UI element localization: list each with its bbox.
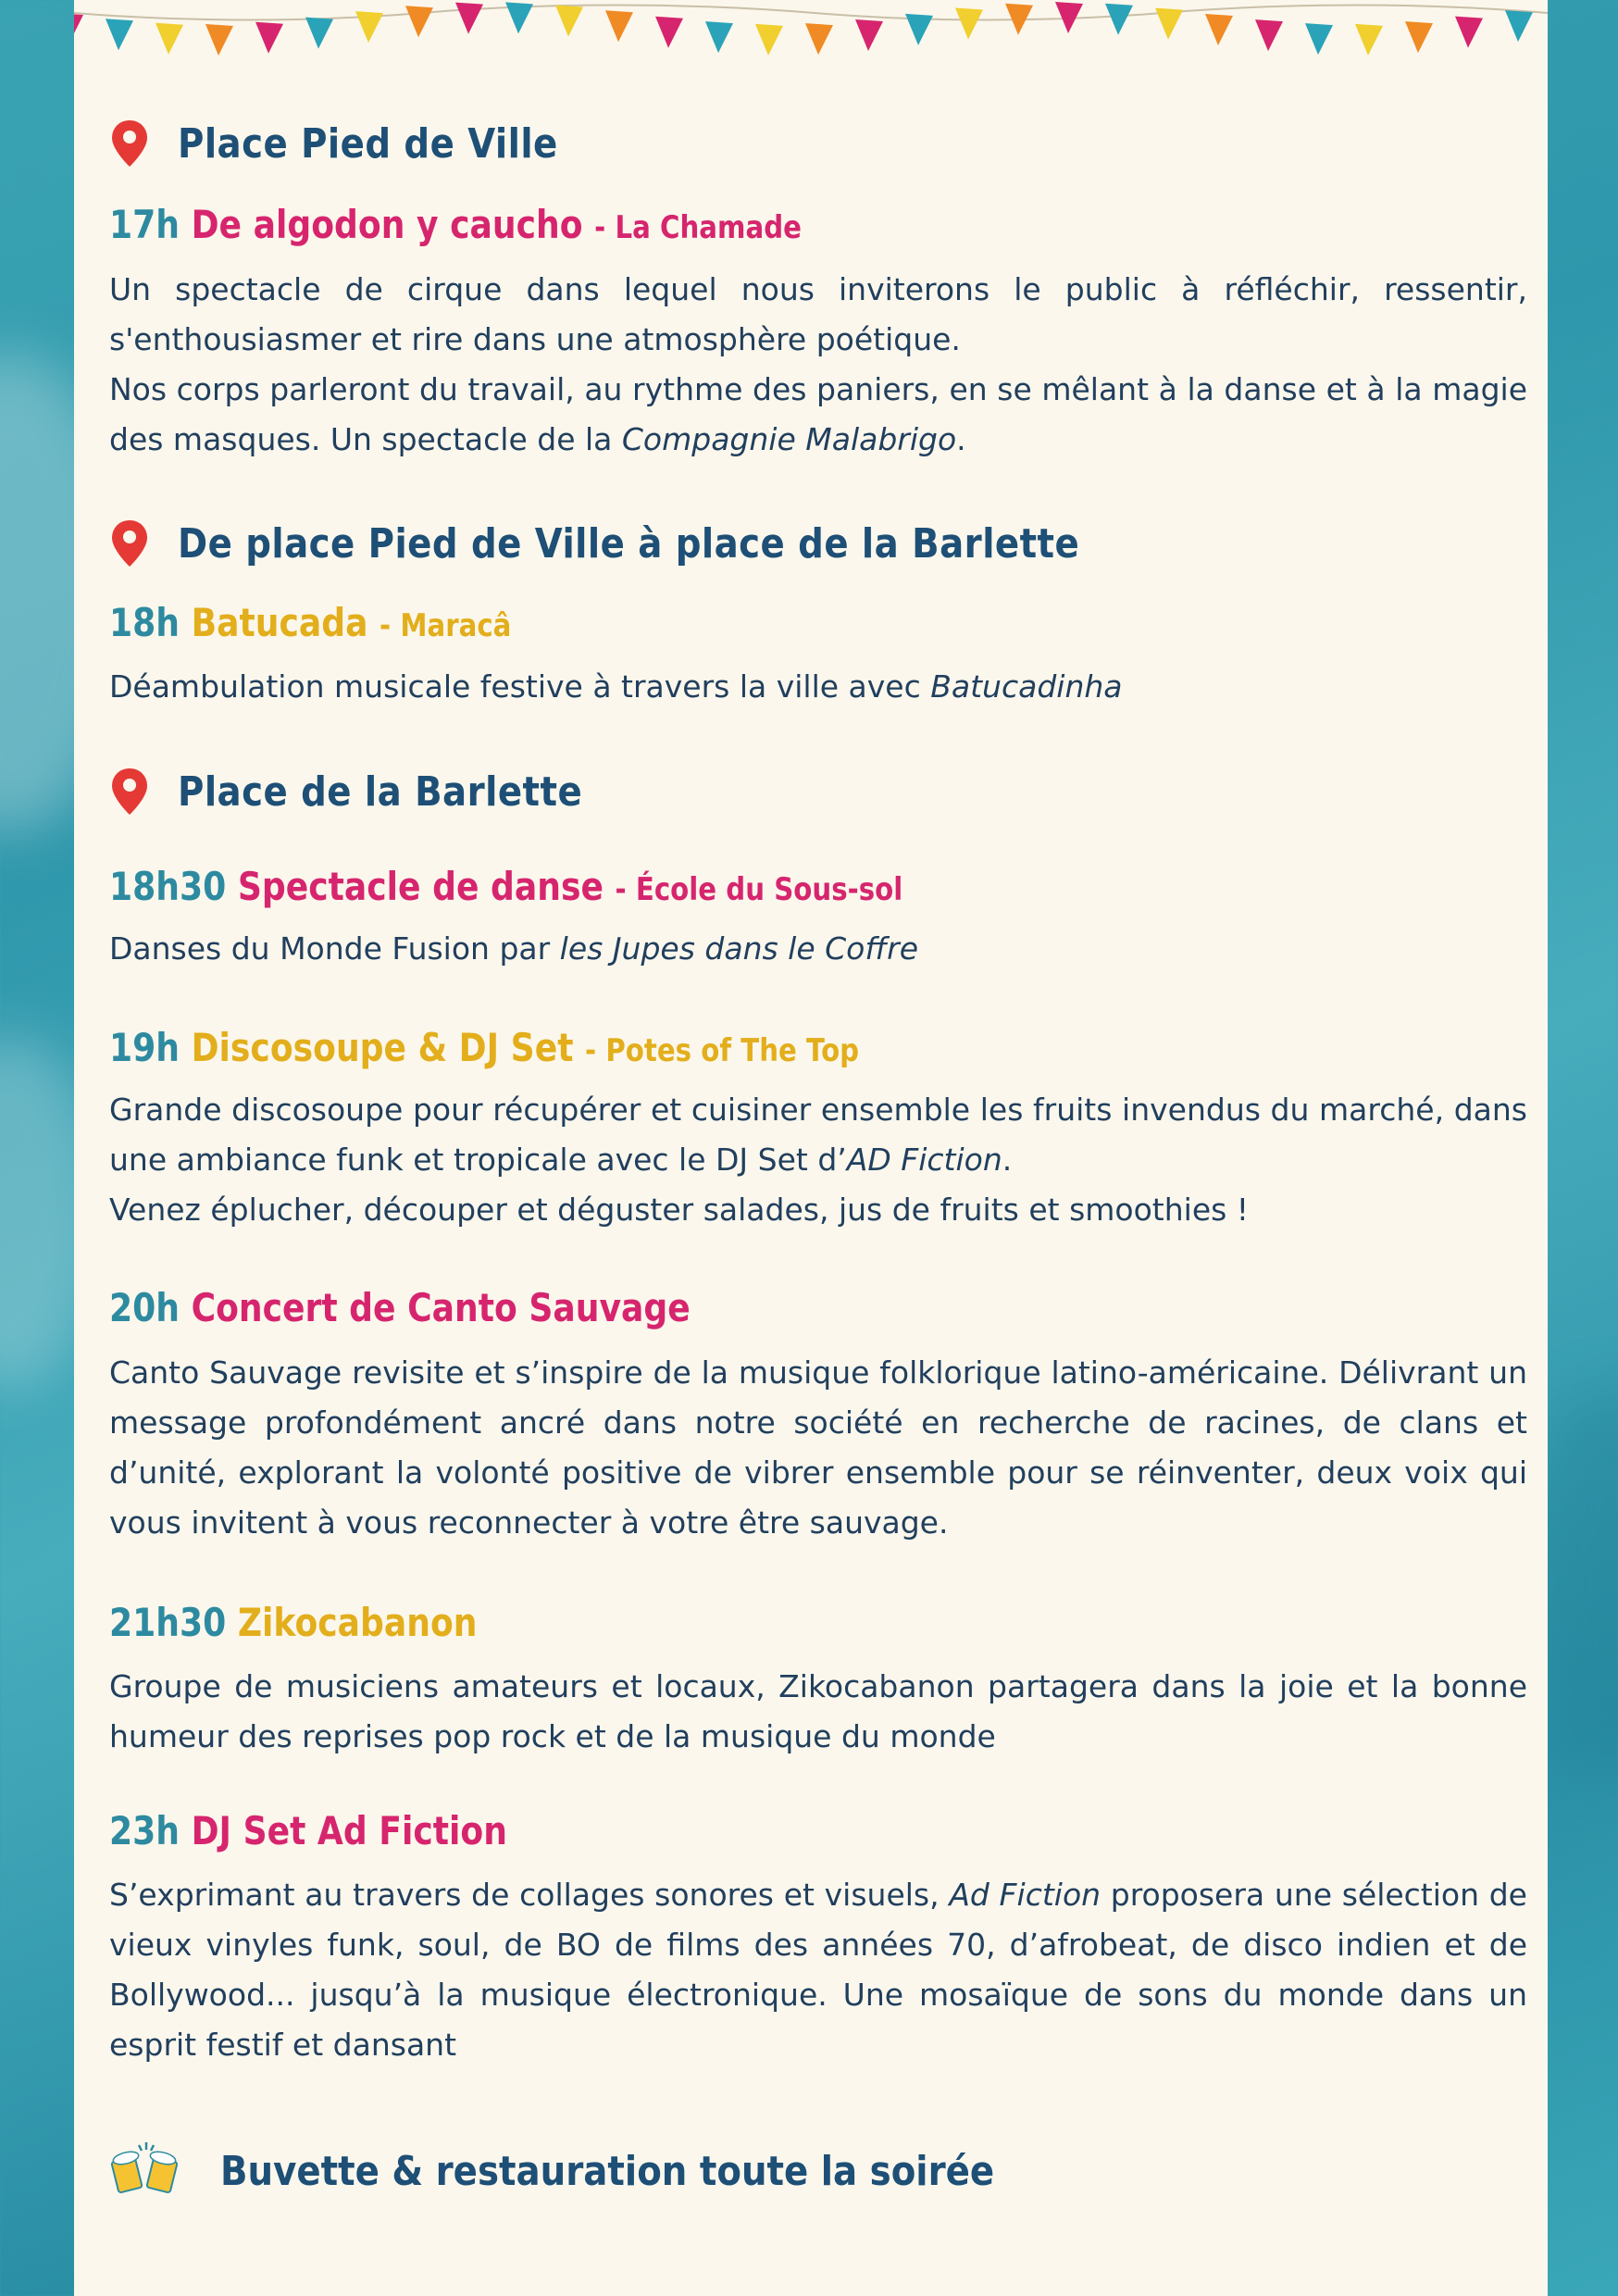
event-description — [109, 1870, 1527, 2070]
event-description — [109, 1662, 1527, 1762]
event-time: 17h — [109, 202, 180, 247]
bunting-flag — [1105, 4, 1133, 35]
location-title: De place Pied de Ville à place de la Barlette — [178, 519, 1080, 568]
bunting-flag — [1155, 8, 1183, 40]
description-paragraph: Canto Sauvage revisite et s’inspire de la musique folklorique latino-américaine. Délivrant un message profondément ancré dans notre société en recherche de racines, de clans et d’unité, explorant la volonté positive de vibrer ensemble pour se réinventer, deux voix qui vous invitent à vous reconnecter à votre être sauvage. — [109, 1354, 1527, 1541]
event-performer: - Maracâ — [380, 607, 512, 644]
event-performer: - La Chamade — [594, 209, 802, 246]
description-paragraph: S’exprimant au travers de collages sonores et visuels, Ad Fiction proposera une sélection de vieux vinyles funk, soul, de BO de films des années 70, d’afrobeat, de disco indien et de Bollywood... jusqu’à la musique électronique. Une mosaïque de sons du monde dans un esprit festif et dansant — [109, 1877, 1527, 2063]
event-heading — [109, 1285, 691, 1330]
bunting-flag — [1255, 19, 1283, 51]
bunting-flag — [1205, 14, 1233, 45]
bunting-flag — [1455, 17, 1483, 48]
bunting-flag — [156, 23, 183, 55]
location-title: Place de la Barlette — [178, 767, 583, 816]
bunting-flag — [805, 23, 833, 55]
event-description — [109, 924, 1527, 974]
event-description — [109, 265, 1527, 465]
bunting-flag — [405, 6, 433, 37]
event-time: 19h — [109, 1025, 180, 1070]
bunting-flag — [855, 19, 883, 51]
bunting-flag — [755, 24, 783, 56]
description-paragraph: Danses du Monde Fusion par les Jupes dans le Coffre — [109, 930, 919, 967]
bunting-flag — [205, 24, 233, 56]
event-heading — [109, 1600, 478, 1645]
refreshments-note — [109, 2139, 1100, 2203]
bunting-flag — [255, 22, 283, 54]
event-description — [109, 1085, 1527, 1235]
event-time: 21h30 — [109, 1600, 227, 1645]
event-performer: - Potes of The Top — [585, 1032, 860, 1069]
event-time: 18h — [109, 600, 180, 645]
bunting-flag — [1305, 23, 1333, 55]
bunting-flag — [905, 14, 933, 45]
event-title: Discosoupe & DJ Set — [191, 1025, 574, 1070]
event-time: 23h — [109, 1808, 180, 1853]
description-paragraph: Un spectacle de cirque dans lequel nous inviterons le public à réfléchir, ressentir, s'enthousiasmer et rire dans une atmosphère poétique. — [109, 271, 1527, 357]
bunting-flag — [1405, 21, 1433, 53]
bunting-flag — [655, 17, 683, 48]
map-pin-icon — [109, 518, 150, 568]
event-title: De algodon y caucho — [191, 202, 583, 247]
bunting-flag — [74, 13, 83, 44]
map-pin-icon — [109, 767, 150, 817]
location-heading — [109, 518, 1202, 568]
beer-mugs-icon — [109, 2139, 183, 2203]
location-heading — [109, 119, 610, 168]
event-performer: - École du Sous-sol — [615, 871, 903, 908]
description-paragraph: Déambulation musicale festive à travers la ville avec Batucadinha — [109, 668, 1123, 705]
event-description — [109, 1348, 1527, 1548]
bunting-flag — [505, 2, 533, 33]
bunting-flag — [555, 6, 583, 37]
bunting-flag — [1505, 10, 1533, 42]
location-heading — [109, 767, 638, 817]
event-time: 18h30 — [109, 864, 227, 909]
description-paragraph: Nos corps parleront du travail, au rythme des paniers, en se mêlant à la danse et à la magie des masques. Un spectacle de la Compagnie Malabrigo. — [109, 371, 1527, 457]
description-paragraph: Grande discosoupe pour récupérer et cuisiner ensemble les fruits invendus du marché, dans une ambiance funk et tropicale avec le DJ Set d’AD Fiction. — [109, 1092, 1527, 1178]
event-title: Batucada — [191, 600, 368, 645]
event-heading — [109, 202, 802, 247]
description-paragraph: Groupe de musiciens amateurs et locaux, Zikocabanon partagera dans la joie et la bonne humeur des reprises pop rock et de la musique du monde — [109, 1668, 1527, 1754]
bunting-flag — [455, 3, 483, 34]
bunting-flag — [705, 21, 733, 53]
event-heading — [109, 1025, 859, 1070]
event-time: 20h — [109, 1285, 180, 1330]
bunting-flag — [355, 11, 383, 43]
event-heading — [109, 864, 902, 909]
event-title: Spectacle de danse — [237, 864, 604, 909]
event-title: DJ Set Ad Fiction — [191, 1808, 507, 1853]
program-page — [74, 0, 1548, 2296]
location-title: Place Pied de Ville — [178, 119, 558, 168]
bunting-decoration — [74, 0, 1548, 74]
event-heading — [109, 1808, 507, 1853]
description-paragraph: Venez éplucher, découper et déguster salades, jus de fruits et smoothies ! — [109, 1192, 1250, 1228]
bunting-flag — [605, 10, 633, 42]
event-heading — [109, 600, 511, 645]
bunting-flag — [955, 8, 983, 40]
map-pin-icon — [109, 119, 150, 168]
bunting-flag — [1355, 24, 1383, 56]
bunting-flag — [106, 19, 133, 50]
event-title: Zikocabanon — [237, 1600, 478, 1645]
bunting-flag — [305, 18, 333, 49]
event-title: Concert de Canto Sauvage — [191, 1285, 691, 1330]
event-description — [109, 662, 1527, 712]
refreshments-text: Buvette & restauration toute la soirée — [220, 2147, 995, 2195]
